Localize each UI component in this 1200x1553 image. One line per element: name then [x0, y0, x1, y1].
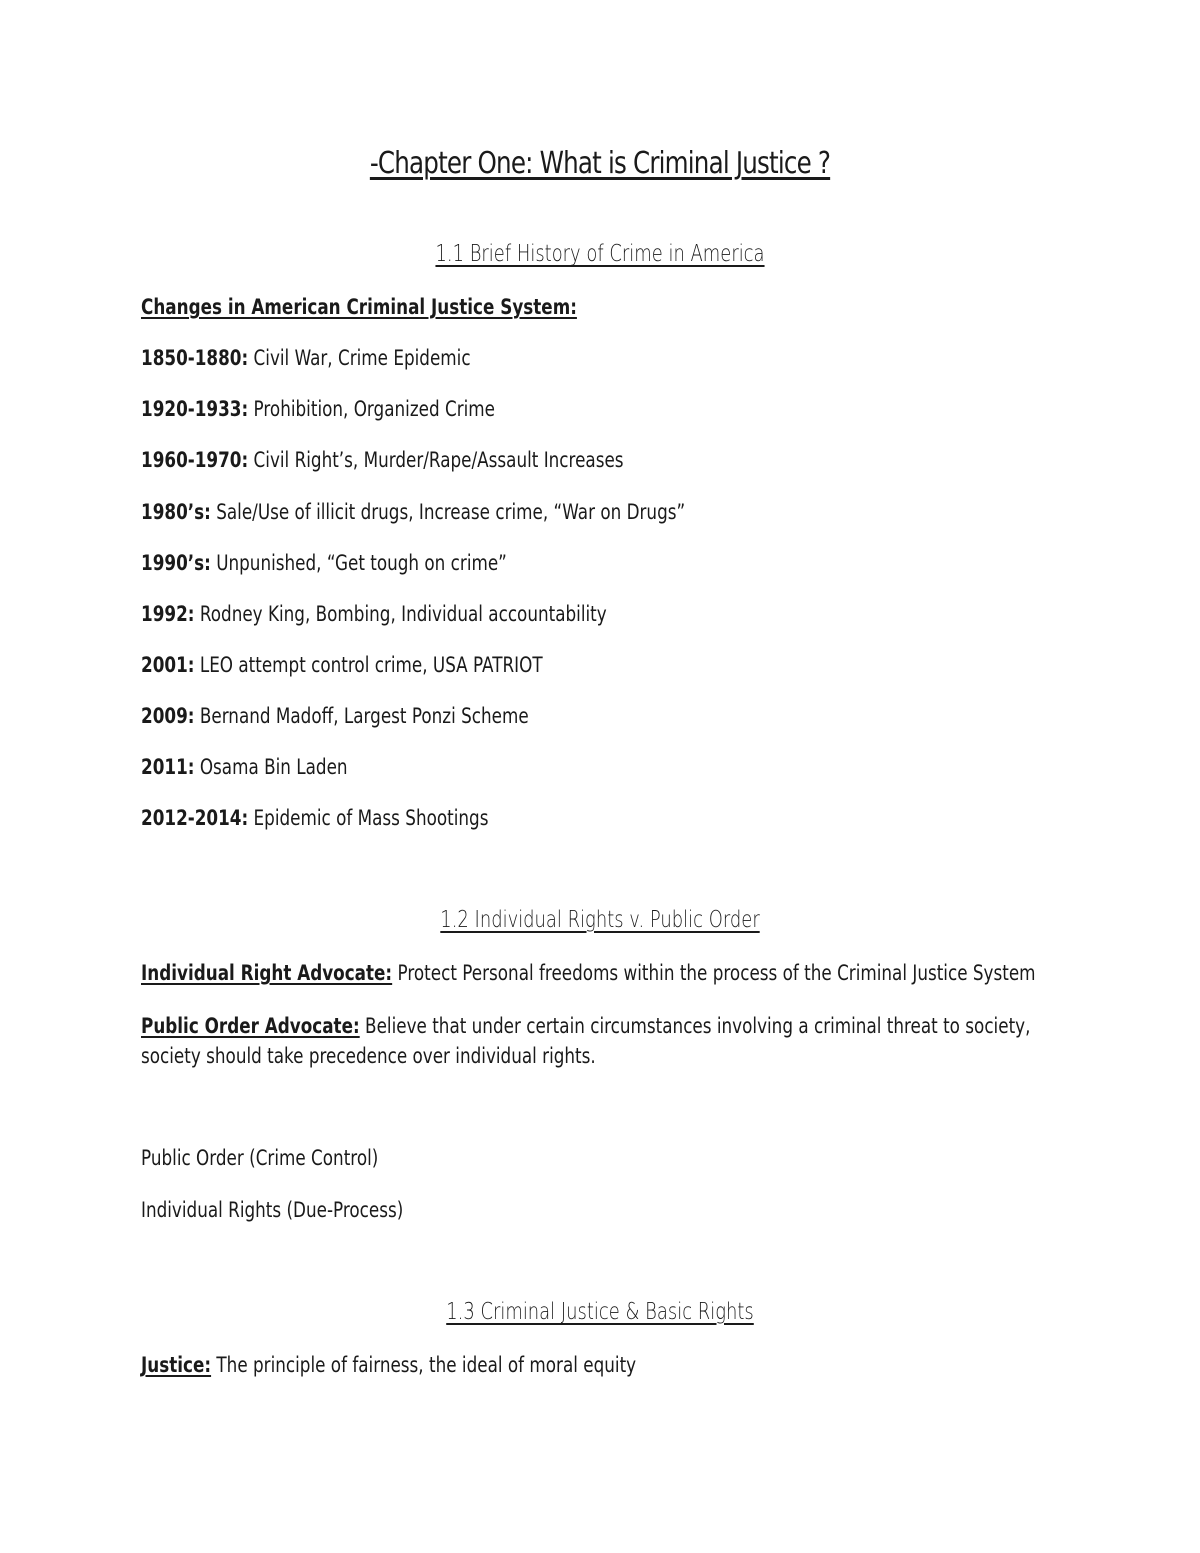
timeline-text: Osama Bin Laden	[194, 755, 348, 779]
timeline-item	[141, 650, 543, 680]
justice-text: The principle of fairness, the ideal of moral equity	[211, 1353, 637, 1377]
timeline-item	[141, 394, 495, 424]
section-1-2-heading-text: 1.2 Individual Rights v. Public Order	[440, 907, 760, 933]
timeline-text: Civil Right’s, Murder/Rape/Assault Increases	[248, 448, 624, 472]
timeline-period: 1920-1933:	[141, 397, 249, 421]
public-order-definition	[141, 1011, 1061, 1071]
timeline-subheading-text: Changes in American Criminal Justice System:	[141, 295, 577, 319]
timeline-period: 2011:	[141, 755, 195, 779]
timeline-period: 2001:	[141, 653, 195, 677]
timeline-item	[141, 497, 685, 527]
timeline-period: 1992:	[141, 602, 195, 626]
timeline-period: 1980’s:	[141, 500, 211, 524]
timeline-item	[141, 803, 488, 833]
section-1-3-heading	[132, 1296, 1068, 1328]
public-order-term: Public Order Advocate:	[141, 1014, 360, 1038]
section-1-1-heading	[132, 238, 1068, 270]
timeline-text: LEO attempt control crime, USA PATRIOT	[194, 653, 543, 677]
justice-definition	[141, 1350, 636, 1380]
timeline-text: Prohibition, Organized Crime	[248, 397, 495, 421]
page-title	[108, 142, 1092, 186]
timeline-item	[141, 445, 624, 475]
timeline-text: Unpunished, “Get tough on crime”	[210, 551, 507, 575]
timeline-item	[141, 752, 348, 782]
timeline-item	[141, 343, 471, 373]
timeline-subheading	[141, 292, 577, 322]
timeline-text: Civil War, Crime Epidemic	[248, 346, 471, 370]
timeline-period: 2009:	[141, 704, 195, 728]
model-item	[141, 1195, 403, 1225]
individual-right-definition	[141, 958, 1036, 988]
model-crime-control: Public Order (Crime Control)	[141, 1146, 379, 1170]
timeline-text: Bernand Madoff, Largest Ponzi Scheme	[194, 704, 529, 728]
individual-right-text: Protect Personal freedoms within the process of the Criminal Justice System	[392, 961, 1036, 985]
section-1-3-heading-text: 1.3 Criminal Justice & Basic Rights	[446, 1299, 754, 1325]
timeline-period: 1990’s:	[141, 551, 211, 575]
timeline-text: Epidemic of Mass Shootings	[248, 806, 489, 830]
timeline-text: Sale/Use of illicit drugs, Increase crime, “War on Drugs”	[210, 500, 686, 524]
section-1-2-heading	[132, 904, 1068, 936]
timeline-item	[141, 701, 529, 731]
section-1-1-heading-text: 1.1 Brief History of Crime in America	[435, 241, 765, 267]
timeline-item	[141, 599, 607, 629]
timeline-period: 2012-2014:	[141, 806, 249, 830]
page-title-text: -Chapter One: What is Criminal Justice ?	[369, 146, 831, 181]
public-order-text: Believe that under certain circumstances involving a criminal threat to society, society should take precedence over individual rights.	[141, 1014, 1031, 1068]
timeline-text: Rodney King, Bombing, Individual accountability	[194, 602, 607, 626]
individual-right-term: Individual Right Advocate:	[141, 961, 393, 985]
timeline-period: 1960-1970:	[141, 448, 249, 472]
timeline-item	[141, 548, 507, 578]
model-item	[141, 1143, 378, 1173]
model-due-process: Individual Rights (Due-Process)	[141, 1198, 404, 1222]
justice-term: Justice:	[141, 1353, 212, 1377]
timeline-period: 1850-1880:	[141, 346, 249, 370]
